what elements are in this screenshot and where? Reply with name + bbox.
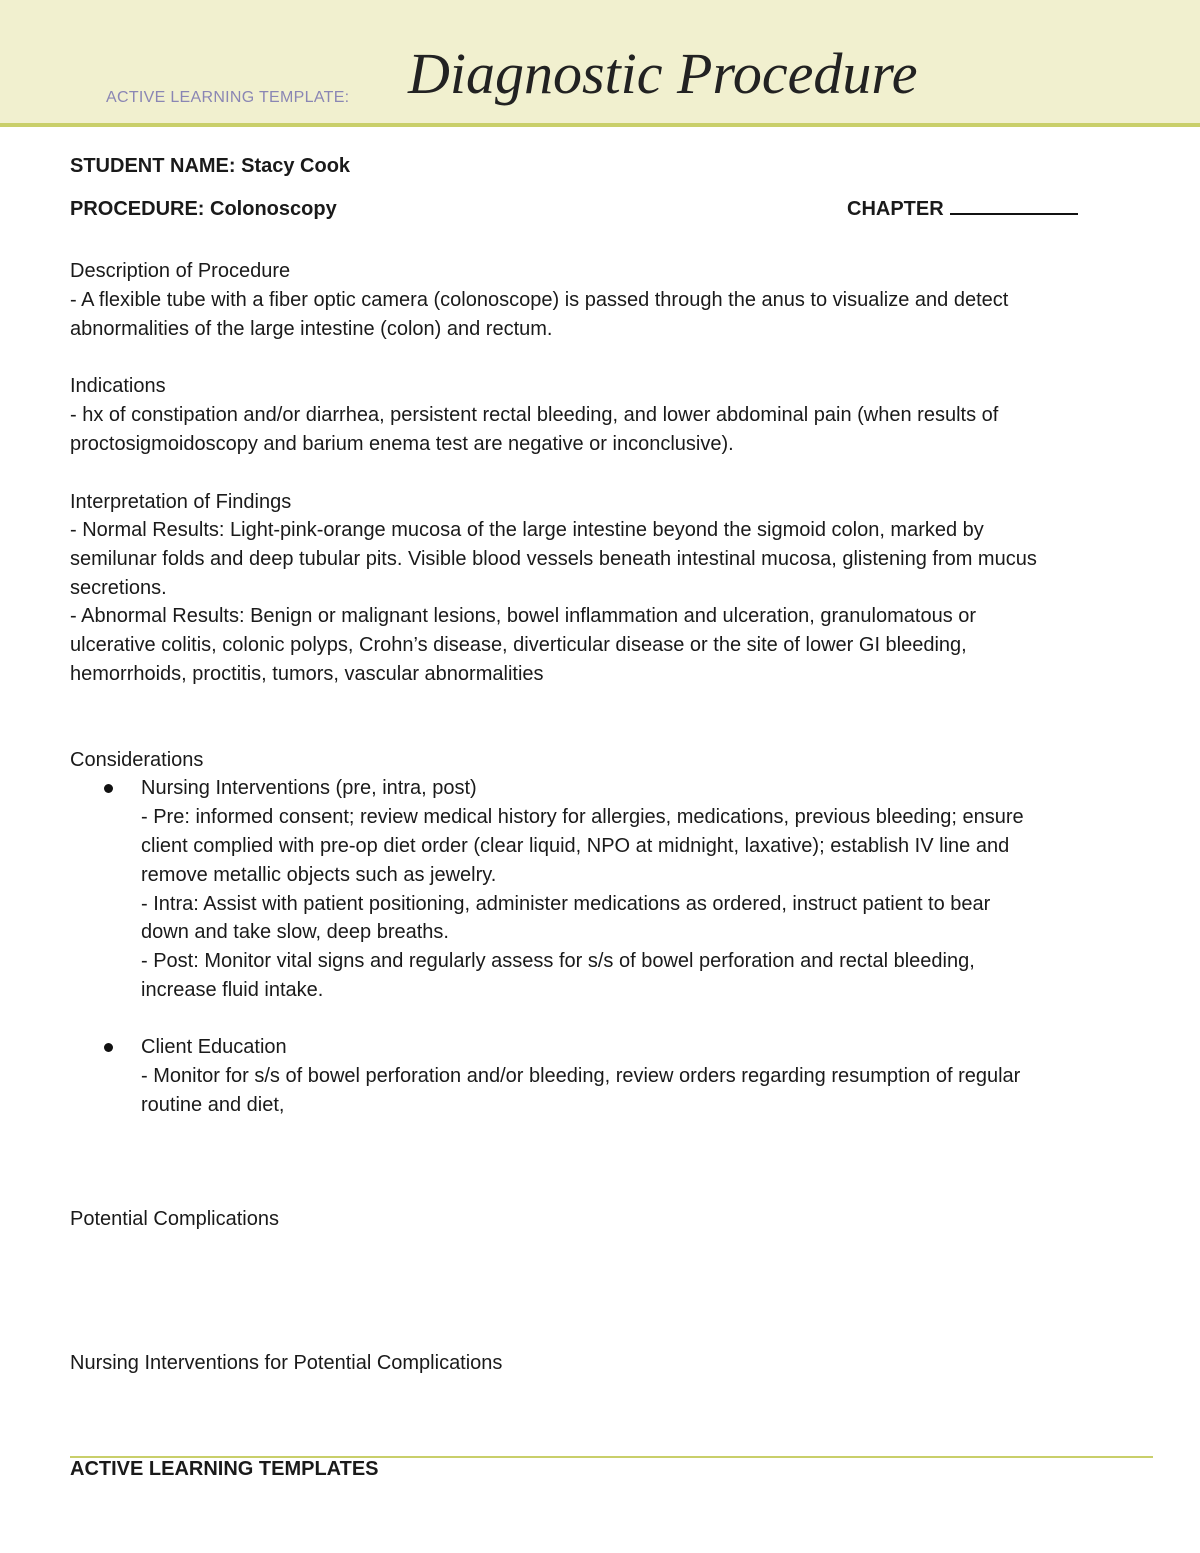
nursing-interventions-line: - Pre: informed consent; review medical history for allergies, medications, previous bleeding; ensure: [141, 806, 1024, 828]
nursing-interventions-line: down and take slow, deep breaths.: [141, 921, 449, 943]
chapter-label: CHAPTER: [847, 198, 944, 220]
procedure-value: Colonoscopy: [210, 198, 337, 220]
nursing-interventions-title: Nursing Interventions (pre, intra, post): [141, 777, 477, 799]
interpretation-line: - Abnormal Results: Benign or malignant lesions, bowel inflammation and ulceration, granulomatous or: [70, 605, 977, 627]
description-line: abnormalities of the large intestine (colon) and rectum.: [70, 318, 553, 340]
student-name-label: STUDENT NAME:: [70, 155, 236, 177]
indications-heading: Indications: [70, 375, 166, 397]
client-education-line: - Monitor for s/s of bowel perforation and/or bleeding, review orders regarding resumption of regular: [141, 1065, 1021, 1087]
chapter-field: [847, 195, 1078, 224]
procedure-row: [70, 195, 337, 224]
nursing-interventions-line: remove metallic objects such as jewelry.: [141, 864, 497, 886]
procedure-label: PROCEDURE:: [70, 198, 205, 220]
nursing-interventions-line: client complied with pre-op diet order (clear liquid, NPO at midnight, laxative); establish IV line and: [141, 835, 1010, 857]
nursing-interventions-line: - Post: Monitor vital signs and regularly assess for s/s of bowel perforation and rectal bleeding,: [141, 950, 975, 972]
potential-complications-heading: Potential Complications: [70, 1208, 279, 1230]
student-name-value: Stacy Cook: [241, 155, 351, 177]
interpretation-line: ulcerative colitis, colonic polyps, Crohn’s disease, diverticular disease or the site of lower GI bleeding,: [70, 634, 967, 656]
client-education-title: Client Education: [141, 1036, 287, 1058]
bullet-icon: [104, 1043, 113, 1052]
interpretation-line: hemorrhoids, proctitis, tumors, vascular abnormalities: [70, 663, 544, 685]
interpretation-heading: Interpretation of Findings: [70, 491, 292, 513]
interpretation-line: semilunar folds and deep tubular pits. Visible blood vessels beneath intestinal mucosa, glistening from mucus: [70, 548, 1037, 570]
bullet-icon: [104, 784, 113, 793]
description-line: - A flexible tube with a fiber optic camera (colonoscope) is passed through the anus to visualize and detect: [70, 289, 1009, 311]
description-heading: Description of Procedure: [70, 260, 291, 282]
nursing-interventions-line: - Intra: Assist with patient positioning, administer medications as ordered, instruct patient to bear: [141, 893, 991, 915]
footer-label: ACTIVE LEARNING TEMPLATES: [70, 1458, 379, 1480]
student-name-row: [70, 152, 350, 181]
indications-line: proctosigmoidoscopy and barium enema test are negative or inconclusive).: [70, 433, 734, 455]
page-header: [0, 0, 1200, 127]
template-label: ACTIVE LEARNING TEMPLATE:: [106, 89, 350, 106]
client-education-line: routine and diet,: [141, 1094, 285, 1116]
indications-line: - hx of constipation and/or diarrhea, persistent rectal bleeding, and lower abdominal pain (when results of: [70, 404, 999, 426]
complication-interventions-heading: Nursing Interventions for Potential Complications: [70, 1352, 503, 1374]
interpretation-line: secretions.: [70, 577, 167, 599]
nursing-interventions-line: increase fluid intake.: [141, 979, 324, 1001]
page-title: Diagnostic Procedure: [408, 41, 918, 106]
chapter-blank-line: [950, 195, 1078, 215]
interpretation-line: - Normal Results: Light-pink-orange mucosa of the large intestine beyond the sigmoid colon, marked by: [70, 519, 984, 541]
considerations-heading: Considerations: [70, 749, 204, 771]
